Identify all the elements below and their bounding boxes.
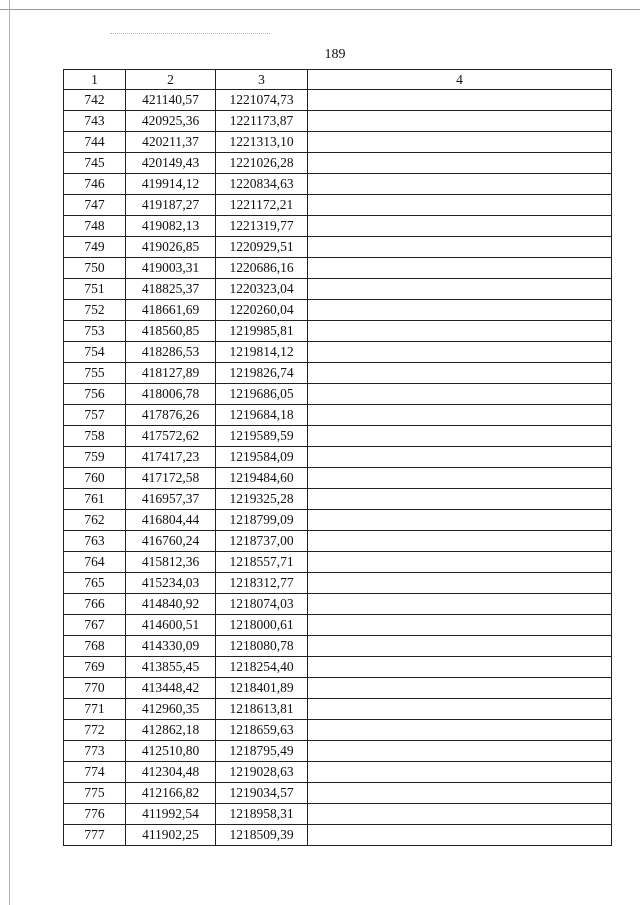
table-row xyxy=(64,90,612,111)
y-coordinate-cell: 1220929,51 xyxy=(216,237,308,258)
x-coordinate-cell: 420925,36 xyxy=(126,111,216,132)
y-coordinate-cell: 1219028,63 xyxy=(216,762,308,783)
x-coordinate-cell: 412166,82 xyxy=(126,783,216,804)
x-coordinate-cell: 418286,53 xyxy=(126,342,216,363)
table-row xyxy=(64,699,612,720)
notes-cell xyxy=(308,615,612,636)
y-coordinate-cell: 1218312,77 xyxy=(216,573,308,594)
notes-cell xyxy=(308,195,612,216)
notes-cell xyxy=(308,531,612,552)
x-coordinate-cell: 411992,54 xyxy=(126,804,216,825)
x-coordinate-cell: 418661,69 xyxy=(126,300,216,321)
point-number-cell: 763 xyxy=(64,531,126,552)
y-coordinate-cell: 1218000,61 xyxy=(216,615,308,636)
x-coordinate-cell: 417417,23 xyxy=(126,447,216,468)
table-row xyxy=(64,132,612,153)
y-coordinate-cell: 1220686,16 xyxy=(216,258,308,279)
column-header-4: 4 xyxy=(308,70,612,90)
x-coordinate-cell: 412862,18 xyxy=(126,720,216,741)
x-coordinate-cell: 421140,57 xyxy=(126,90,216,111)
table-row xyxy=(64,531,612,552)
point-number-cell: 749 xyxy=(64,237,126,258)
x-coordinate-cell: 414600,51 xyxy=(126,615,216,636)
y-coordinate-cell: 1218799,09 xyxy=(216,510,308,531)
notes-cell xyxy=(308,825,612,846)
point-number-cell: 773 xyxy=(64,741,126,762)
point-number-cell: 756 xyxy=(64,384,126,405)
x-coordinate-cell: 412510,80 xyxy=(126,741,216,762)
point-number-cell: 758 xyxy=(64,426,126,447)
point-number-cell: 774 xyxy=(64,762,126,783)
column-header-3: 3 xyxy=(216,70,308,90)
table-row xyxy=(64,678,612,699)
table-row xyxy=(64,720,612,741)
y-coordinate-cell: 1219686,05 xyxy=(216,384,308,405)
x-coordinate-cell: 418560,85 xyxy=(126,321,216,342)
notes-cell xyxy=(308,510,612,531)
x-coordinate-cell: 419026,85 xyxy=(126,237,216,258)
notes-cell xyxy=(308,720,612,741)
notes-cell xyxy=(308,300,612,321)
notes-cell xyxy=(308,594,612,615)
y-coordinate-cell: 1219034,57 xyxy=(216,783,308,804)
table-row xyxy=(64,825,612,846)
y-coordinate-cell: 1219325,28 xyxy=(216,489,308,510)
y-coordinate-cell: 1218659,63 xyxy=(216,720,308,741)
point-number-cell: 747 xyxy=(64,195,126,216)
point-number-cell: 771 xyxy=(64,699,126,720)
y-coordinate-cell: 1218795,49 xyxy=(216,741,308,762)
table-row xyxy=(64,615,612,636)
notes-cell xyxy=(308,447,612,468)
y-coordinate-cell: 1220323,04 xyxy=(216,279,308,300)
y-coordinate-cell: 1219814,12 xyxy=(216,342,308,363)
notes-cell xyxy=(308,468,612,489)
y-coordinate-cell: 1219826,74 xyxy=(216,363,308,384)
point-number-cell: 776 xyxy=(64,804,126,825)
table-row xyxy=(64,510,612,531)
table-row xyxy=(64,741,612,762)
notes-cell xyxy=(308,783,612,804)
x-coordinate-cell: 419082,13 xyxy=(126,216,216,237)
y-coordinate-cell: 1220260,04 xyxy=(216,300,308,321)
x-coordinate-cell: 415234,03 xyxy=(126,573,216,594)
x-coordinate-cell: 420149,43 xyxy=(126,153,216,174)
y-coordinate-cell: 1219584,09 xyxy=(216,447,308,468)
notes-cell xyxy=(308,699,612,720)
y-coordinate-cell: 1218074,03 xyxy=(216,594,308,615)
y-coordinate-cell: 1218737,00 xyxy=(216,531,308,552)
notes-cell xyxy=(308,363,612,384)
point-number-cell: 753 xyxy=(64,321,126,342)
notes-cell xyxy=(308,657,612,678)
table-row xyxy=(64,762,612,783)
x-coordinate-cell: 412304,48 xyxy=(126,762,216,783)
notes-cell xyxy=(308,405,612,426)
y-coordinate-cell: 1219589,59 xyxy=(216,426,308,447)
notes-cell xyxy=(308,153,612,174)
table-row xyxy=(64,552,612,573)
table-row xyxy=(64,216,612,237)
y-coordinate-cell: 1221172,21 xyxy=(216,195,308,216)
table-header-row xyxy=(64,70,612,90)
x-coordinate-cell: 419003,31 xyxy=(126,258,216,279)
point-number-cell: 764 xyxy=(64,552,126,573)
y-coordinate-cell: 1218254,40 xyxy=(216,657,308,678)
x-coordinate-cell: 414840,92 xyxy=(126,594,216,615)
point-number-cell: 752 xyxy=(64,300,126,321)
notes-cell xyxy=(308,279,612,300)
point-number-cell: 775 xyxy=(64,783,126,804)
table-row xyxy=(64,237,612,258)
y-coordinate-cell: 1218958,31 xyxy=(216,804,308,825)
notes-cell xyxy=(308,573,612,594)
x-coordinate-cell: 417572,62 xyxy=(126,426,216,447)
x-coordinate-cell: 413448,42 xyxy=(126,678,216,699)
y-coordinate-cell: 1220834,63 xyxy=(216,174,308,195)
notes-cell xyxy=(308,90,612,111)
notes-cell xyxy=(308,636,612,657)
x-coordinate-cell: 417172,58 xyxy=(126,468,216,489)
table-row xyxy=(64,657,612,678)
point-number-cell: 742 xyxy=(64,90,126,111)
table-row xyxy=(64,384,612,405)
table-row xyxy=(64,447,612,468)
x-coordinate-cell: 418006,78 xyxy=(126,384,216,405)
scan-top-border xyxy=(0,9,640,10)
point-number-cell: 754 xyxy=(64,342,126,363)
y-coordinate-cell: 1219985,81 xyxy=(216,321,308,342)
point-number-cell: 767 xyxy=(64,615,126,636)
y-coordinate-cell: 1221313,10 xyxy=(216,132,308,153)
point-number-cell: 765 xyxy=(64,573,126,594)
point-number-cell: 769 xyxy=(64,657,126,678)
notes-cell xyxy=(308,342,612,363)
table-row xyxy=(64,426,612,447)
table-row xyxy=(64,153,612,174)
x-coordinate-cell: 413855,45 xyxy=(126,657,216,678)
x-coordinate-cell: 416760,24 xyxy=(126,531,216,552)
table-row xyxy=(64,573,612,594)
table-row xyxy=(64,489,612,510)
notes-cell xyxy=(308,762,612,783)
table-row xyxy=(64,195,612,216)
scan-left-border xyxy=(9,0,10,905)
table-row xyxy=(64,363,612,384)
table-row xyxy=(64,279,612,300)
table-row xyxy=(64,258,612,279)
x-coordinate-cell: 414330,09 xyxy=(126,636,216,657)
y-coordinate-cell: 1218557,71 xyxy=(216,552,308,573)
x-coordinate-cell: 419914,12 xyxy=(126,174,216,195)
y-coordinate-cell: 1219684,18 xyxy=(216,405,308,426)
x-coordinate-cell: 412960,35 xyxy=(126,699,216,720)
x-coordinate-cell: 418825,37 xyxy=(126,279,216,300)
x-coordinate-cell: 416804,44 xyxy=(126,510,216,531)
x-coordinate-cell: 415812,36 xyxy=(126,552,216,573)
table-row xyxy=(64,468,612,489)
y-coordinate-cell: 1221173,87 xyxy=(216,111,308,132)
point-number-cell: 743 xyxy=(64,111,126,132)
column-header-2: 2 xyxy=(126,70,216,90)
point-number-cell: 777 xyxy=(64,825,126,846)
x-coordinate-cell: 419187,27 xyxy=(126,195,216,216)
y-coordinate-cell: 1218401,89 xyxy=(216,678,308,699)
point-number-cell: 745 xyxy=(64,153,126,174)
x-coordinate-cell: 418127,89 xyxy=(126,363,216,384)
point-number-cell: 759 xyxy=(64,447,126,468)
page-number: 189 xyxy=(324,47,346,62)
table-row xyxy=(64,300,612,321)
point-number-cell: 768 xyxy=(64,636,126,657)
column-header-1: 1 xyxy=(64,70,126,90)
point-number-cell: 766 xyxy=(64,594,126,615)
notes-cell xyxy=(308,384,612,405)
y-coordinate-cell: 1218613,81 xyxy=(216,699,308,720)
table-row xyxy=(64,111,612,132)
y-coordinate-cell: 1218080,78 xyxy=(216,636,308,657)
notes-cell xyxy=(308,804,612,825)
x-coordinate-cell: 417876,26 xyxy=(126,405,216,426)
notes-cell xyxy=(308,216,612,237)
table-row xyxy=(64,174,612,195)
x-coordinate-cell: 416957,37 xyxy=(126,489,216,510)
notes-cell xyxy=(308,111,612,132)
point-number-cell: 762 xyxy=(64,510,126,531)
notes-cell xyxy=(308,552,612,573)
table-row xyxy=(64,321,612,342)
point-number-cell: 770 xyxy=(64,678,126,699)
x-coordinate-cell: 420211,37 xyxy=(126,132,216,153)
notes-cell xyxy=(308,237,612,258)
notes-cell xyxy=(308,321,612,342)
point-number-cell: 751 xyxy=(64,279,126,300)
notes-cell xyxy=(308,678,612,699)
table-row xyxy=(64,804,612,825)
table-row xyxy=(64,594,612,615)
point-number-cell: 757 xyxy=(64,405,126,426)
y-coordinate-cell: 1221026,28 xyxy=(216,153,308,174)
table-row xyxy=(64,783,612,804)
y-coordinate-cell: 1219484,60 xyxy=(216,468,308,489)
point-number-cell: 750 xyxy=(64,258,126,279)
table-body xyxy=(64,90,612,846)
notes-cell xyxy=(308,426,612,447)
notes-cell xyxy=(308,258,612,279)
x-coordinate-cell: 411902,25 xyxy=(126,825,216,846)
table-row xyxy=(64,636,612,657)
table-row xyxy=(64,405,612,426)
coordinates-table xyxy=(63,69,612,846)
point-number-cell: 744 xyxy=(64,132,126,153)
y-coordinate-cell: 1218509,39 xyxy=(216,825,308,846)
point-number-cell: 760 xyxy=(64,468,126,489)
point-number-cell: 755 xyxy=(64,363,126,384)
y-coordinate-cell: 1221074,73 xyxy=(216,90,308,111)
notes-cell xyxy=(308,741,612,762)
point-number-cell: 748 xyxy=(64,216,126,237)
scan-artifact xyxy=(110,33,270,34)
point-number-cell: 761 xyxy=(64,489,126,510)
notes-cell xyxy=(308,174,612,195)
point-number-cell: 772 xyxy=(64,720,126,741)
point-number-cell: 746 xyxy=(64,174,126,195)
table-row xyxy=(64,342,612,363)
notes-cell xyxy=(308,489,612,510)
notes-cell xyxy=(308,132,612,153)
y-coordinate-cell: 1221319,77 xyxy=(216,216,308,237)
